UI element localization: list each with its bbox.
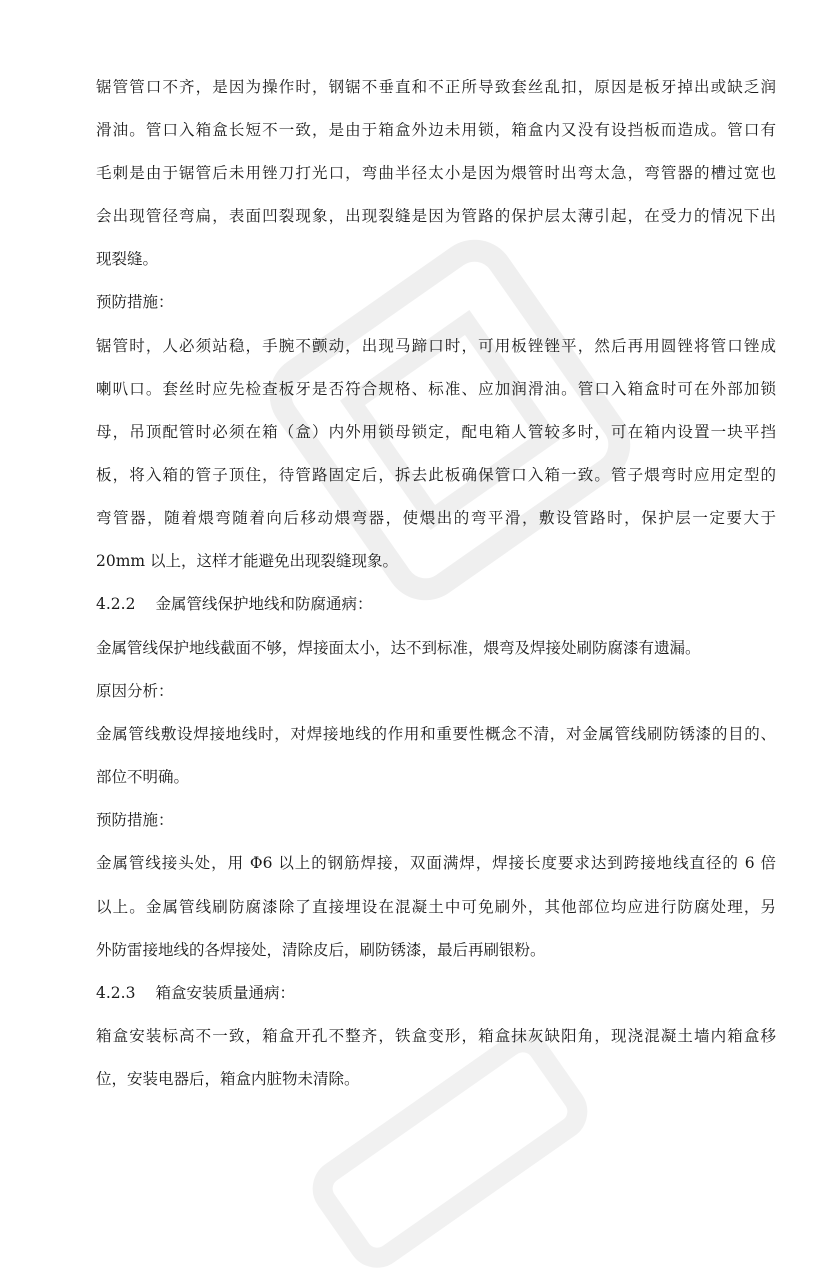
section-label: 原因分析： <box>96 682 174 700</box>
paragraph-line: 现裂缝。 <box>96 250 159 268</box>
paragraph-line: 喇叭口。套丝时应先检查板牙是否符合规格、标准、应加润滑油。管口入箱盒时可在外部加锁 <box>96 380 776 398</box>
section-heading-4-2-3 <box>96 983 295 1003</box>
paragraph-line: 锯管时，人必须站稳，手腕不颤动，出现马蹄口时，可用板锉锉平，然后再用圆锉将管口锉成 <box>96 337 776 355</box>
section-label: 预防措施： <box>96 811 174 829</box>
section-number: 4.2.2 <box>96 595 136 613</box>
paragraph-line: 板，将入箱的管子顶住，待管路固定后，拆去此板确保管口入箱一致。管子煨弯时应用定型的 <box>96 466 776 484</box>
paragraph-line: 20mm 以上，这样才能避免出现裂缝现象。 <box>96 552 399 570</box>
section-number: 4.2.3 <box>96 984 136 1002</box>
section-title: 金属管线保护地线和防腐通病： <box>155 595 373 613</box>
paragraph-line: 弯管器，随着煨弯随着向后移动煨弯器，使煨出的弯平滑，敷设管路时，保护层一定要大于 <box>96 509 776 527</box>
paragraph-line: 母，吊顶配管时必须在箱（盒）内外用锁母锁定，配电箱人管较多时，可在箱内设置一块平挡 <box>96 423 776 441</box>
paragraph-line: 金属管线敷设焊接地线时，对焊接地线的作用和重要性概念不清，对金属管线刷防锈漆的目的、 <box>96 725 776 743</box>
watermark-logo-icon <box>293 1015 608 1285</box>
paragraph-line: 金属管线保护地线截面不够，焊接面太小，达不到标准，煨弯及焊接处刷防腐漆有遗漏。 <box>96 639 701 657</box>
paragraph-line: 锯管管口不齐，是因为操作时，钢锯不垂直和不正所导致套丝乱扣，原因是板牙掉出或缺乏润 <box>96 78 776 96</box>
paragraph-line: 外防雷接地线的各焊接处，清除皮后，刷防锈漆，最后再刷银粉。 <box>96 941 546 959</box>
paragraph-line: 滑油。管口入箱盒长短不一致，是由于箱盒外边未用锁，箱盒内又没有设挡板而造成。管口有 <box>96 121 776 139</box>
section-heading-4-2-2 <box>96 594 372 614</box>
paragraph-line: 金属管线接头处，用 Φ6 以上的钢筋焊接，双面满焊，焊接长度要求达到跨接地线直径的 6 倍 <box>96 854 776 872</box>
paragraph-line: 位，安装电器后，箱盒内脏物未清除。 <box>96 1070 360 1088</box>
section-label: 预防措施： <box>96 293 174 311</box>
paragraph-line: 毛刺是由于锯管后未用锉刀打光口，弯曲半径太小是因为煨管时出弯太急，弯管器的槽过宽也 <box>96 164 776 182</box>
paragraph-line: 部位不明确。 <box>96 768 190 786</box>
paragraph-line: 会出现管径弯扁，表面凹裂现象，出现裂缝是因为管路的保护层太薄引起，在受力的情况下出 <box>96 207 776 225</box>
paragraph-line: 箱盒安装标高不一致，箱盒开孔不整齐，铁盒变形，箱盒抹灰缺阳角，现浇混凝土墙内箱盒移 <box>96 1027 776 1045</box>
paragraph-line: 以上。金属管线刷防腐漆除了直接埋设在混凝土中可免刷外，其他部位均应进行防腐处理，另 <box>96 898 776 916</box>
section-title: 箱盒安装质量通病： <box>155 984 295 1002</box>
